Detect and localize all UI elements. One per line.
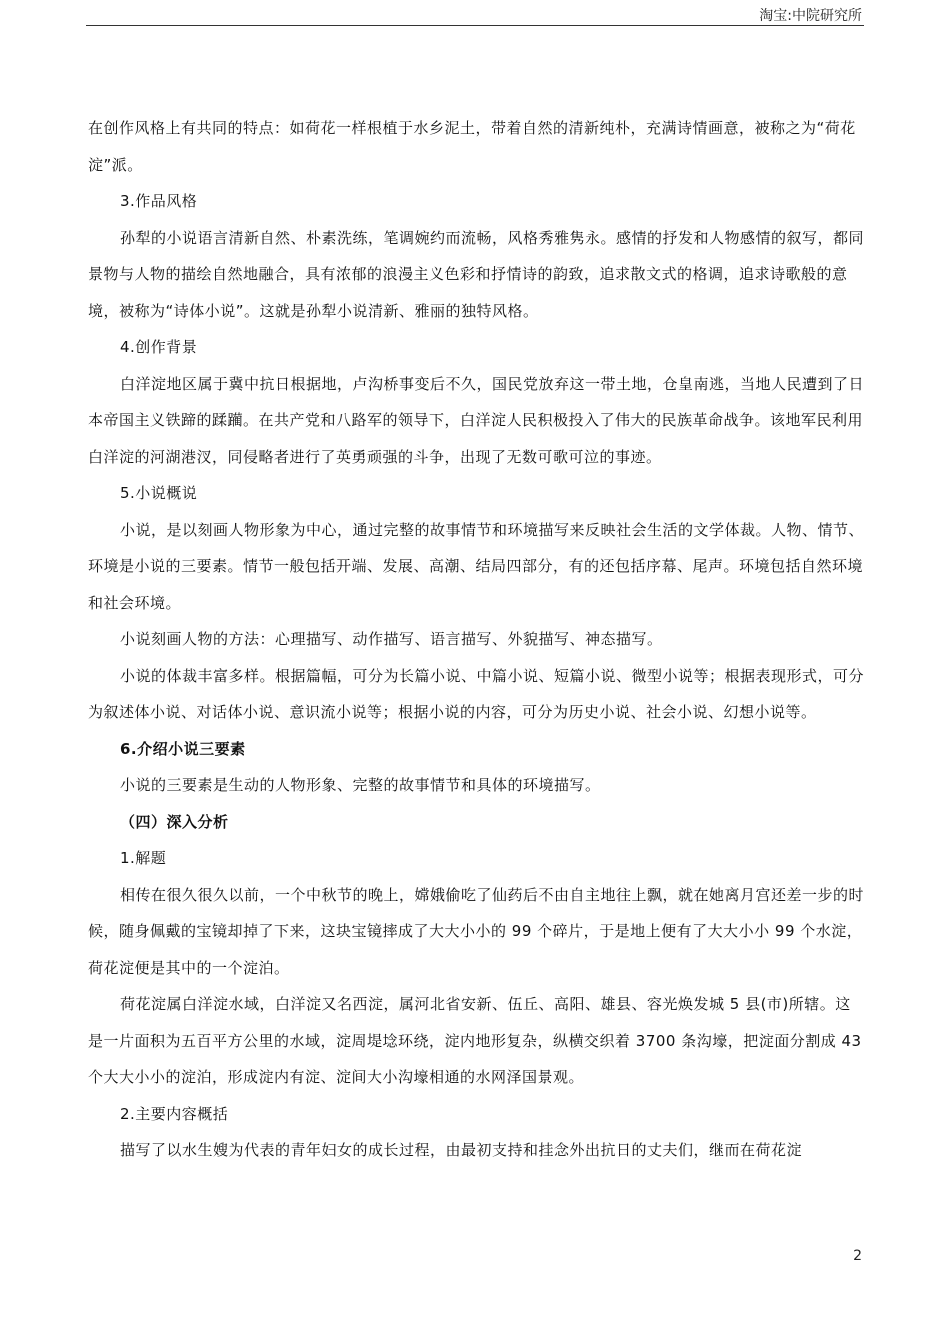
section-heading-novel-overview: 5.小说概说	[120, 484, 198, 502]
paragraph: 描写了以水生嫂为代表的青年妇女的成长过程，由最初支持和挂念外出抗日的丈夫们，继而在荷花淀	[120, 1141, 803, 1159]
paragraph: 小说的三要素是生动的人物形象、完整的故事情节和具体的环境描写。	[120, 776, 601, 794]
header-text: 淘宝:中院研究所	[759, 8, 862, 24]
paragraph: 相传在很久很久以前，一个中秋节的晚上，嫦娥偷吃了仙药后不由自主地往上飘，就在她离月宫还差一步的时候，随身佩戴的宝镜却掉了下来，这块宝镜摔成了大大小小的 99 个碎片，于是地上便有了大大小小 99 个水淀，荷花淀便是其中的一个淀泊。	[88, 885, 865, 977]
section-heading-background: 4.创作背景	[120, 338, 198, 356]
page-number: 2	[853, 1248, 862, 1264]
paragraph: 小说刻画人物的方法：心理描写、动作描写、语言描写、外貌描写、神态描写。	[120, 630, 663, 648]
header-rule	[86, 25, 864, 26]
paragraph: 小说的体裁丰富多样。根据篇幅，可分为长篇小说、中篇小说、短篇小说、微型小说等；根据表现形式，可分为叙述体小说、对话体小说、意识流小说等；根据小说的内容，可分为历史小说、社会小说、幻想小说等。	[88, 666, 865, 721]
section-heading-summary: 2.主要内容概括	[120, 1104, 229, 1123]
section-heading-three-elements: 6.介绍小说三要素	[120, 739, 246, 758]
paragraph: 荷花淀属白洋淀水域，白洋淀又名西淀，属河北省安新、伍丘、高阳、雄县、容光焕发城 5 县(市)所辖。这是一片面积为五百平方公里的水域，淀周堤埝环绕，淀内地形复杂，纵横交织着 3700 条沟壕，把淀面分割成 43 个大大小小的淀泊，形成淀内有淀、淀间大小沟壕相通的水网泽国景观。	[88, 995, 862, 1086]
section-heading-title-explanation: 1.解题	[120, 849, 167, 867]
section-heading-deep-analysis: （四）深入分析	[120, 812, 229, 831]
document-body	[88, 110, 864, 1169]
paragraph: 在创作风格上有共同的特点：如荷花一样根植于水乡泥土，带着自然的清新纯朴，充满诗情画意，被称之为“荷花淀”派。	[88, 119, 856, 174]
paragraph: 白洋淀地区属于冀中抗日根据地，卢沟桥事变后不久，国民党放弃这一带土地，仓皇南逃，当地人民遭到了日本帝国主义铁蹄的蹂躏。在共产党和八路军的领导下，白洋淀人民积极投入了伟大的民族革命战争。该地军民利用白洋淀的河湖港汊，同侵略者进行了英勇顽强的斗争，出现了无数可歌可泣的事迹。	[88, 374, 865, 466]
paragraph: 孙犁的小说语言清新自然、朴素洗练，笔调婉约而流畅，风格秀雅隽永。感情的抒发和人物感情的叙写，都同景物与人物的描绘自然地融合，具有浓郁的浪漫主义色彩和抒情诗的韵致，追求散文式的格调，追求诗歌般的意境，被称为“诗体小说”。这就是孙犁小说清新、雅丽的独特风格。	[88, 228, 865, 320]
section-heading-style: 3.作品风格	[120, 192, 198, 210]
paragraph: 小说，是以刻画人物形象为中心，通过完整的故事情节和环境描写来反映社会生活的文学体裁。人物、情节、环境是小说的三要素。情节一般包括开端、发展、高潮、结局四部分，有的还包括序幕、尾声。环境包括自然环境和社会环境。	[88, 520, 865, 612]
